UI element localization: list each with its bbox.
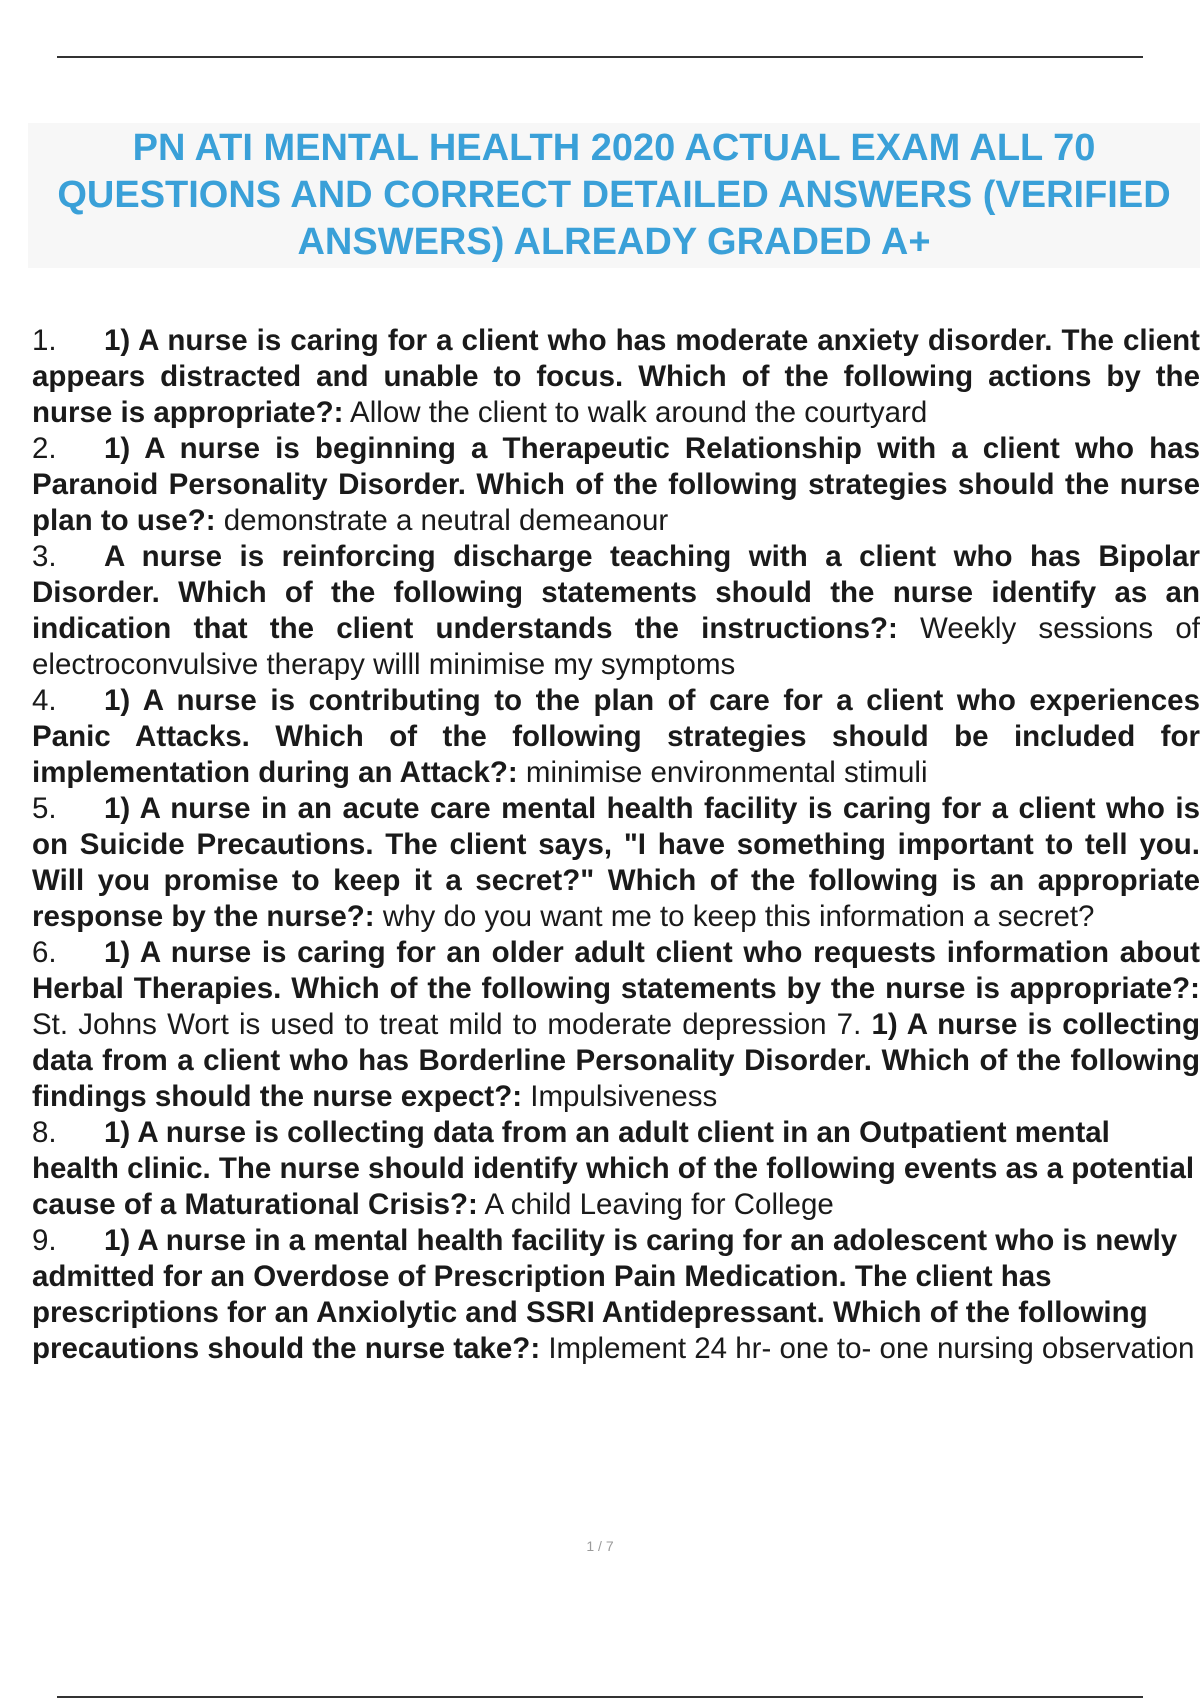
question-item (32, 683, 1200, 791)
question-item (32, 935, 1200, 1115)
footer-rule (57, 1696, 1143, 1698)
title-banner (28, 123, 1200, 268)
question-text: A nurse is reinforcing discharge teaching with a client who has Bipolar Disorder. Which of the following statements should the nurse identify as an indication that the client understands the instructions?: (32, 540, 1200, 645)
question-item (32, 539, 1200, 683)
question-number: 1. (32, 324, 57, 357)
question-number: 9. (32, 1224, 57, 1257)
answer-text: Implement 24 hr- one to- one nursing observation (548, 1332, 1195, 1365)
question-text: 1) A nurse is collecting data from an adult client in an Outpatient mental health clinic. The nurse should identify which of the following events as a potential cause of a Maturational Crisis?: (32, 1116, 1195, 1221)
question-text: 1) A nurse is collecting data from a client who has Borderline Personality Disorder. Which of the following findings should the nurse expect?: (32, 1008, 1200, 1113)
question-text: 1) A nurse is contributing to the plan of care for a client who experiences Panic Attacks. Which of the following strategies should be included for implementation during an Attack?: (32, 684, 1200, 789)
answer-text: St. Johns Wort is used to treat mild to moderate depression 7. (32, 1008, 862, 1041)
answer-text: A child Leaving for College (484, 1188, 834, 1221)
question-number: 2. (32, 432, 57, 465)
question-number: 6. (32, 936, 57, 969)
answer-text: demonstrate a neutral demeanour (223, 504, 669, 537)
question-item (32, 1223, 1200, 1367)
question-item (32, 1115, 1200, 1223)
question-text: 1) A nurse in a mental health facility is caring for an adolescent who is newly admitted for an Overdose of Prescription Pain Medication. The client has prescriptions for an Anxiolytic and SSRI Antidepressant. Which of the following precautions should the nurse take?: (32, 1224, 1178, 1365)
question-item (32, 323, 1200, 431)
question-text: 1) A nurse is caring for an older adult client who requests information about Herbal Therapies. Which of the following statements by the nurse is appropriate?: (32, 936, 1200, 1005)
question-number: 5. (32, 792, 57, 825)
document-title: PN ATI MENTAL HEALTH 2020 ACTUAL EXAM ALL 70 QUESTIONS AND CORRECT DETAILED ANSWERS (VERIFIED ANSWERS) ALREADY GRADED A+ (57, 127, 1171, 263)
answer-text: Impulsiveness (530, 1080, 718, 1113)
question-number: 8. (32, 1116, 57, 1149)
answer-text: why do you want me to keep this information a secret? (382, 900, 1095, 933)
answer-text: Weekly sessions of electroconvulsive therapy willl minimise my symptoms (32, 612, 1200, 681)
question-text: 1) A nurse is caring for a client who has moderate anxiety disorder. The client appears distracted and unable to focus. Which of the following actions by the nurse is appropriate?: (32, 324, 1200, 429)
question-list (32, 323, 1200, 1367)
answer-text: Allow the client to walk around the courtyard (350, 396, 928, 429)
question-text: 1) A nurse in an acute care mental health facility is caring for a client who is on Suicide Precautions. The client says, "I have something important to tell you. Will you promise to keep it a secret?" Which of the following is an appropriate response by the nurse?: (32, 792, 1200, 933)
question-text: 1) A nurse is beginning a Therapeutic Relationship with a client who has Paranoid Personality Disorder. Which of the following strategies should the nurse plan to use?: (32, 432, 1200, 537)
question-number: 4. (32, 684, 57, 717)
question-item (32, 791, 1200, 935)
answer-text: minimise environmental stimuli (525, 756, 928, 789)
page-indicator: 1 / 7 (586, 1538, 614, 1554)
header-rule (57, 56, 1143, 58)
question-item (32, 431, 1200, 539)
question-number: 3. (32, 540, 57, 573)
